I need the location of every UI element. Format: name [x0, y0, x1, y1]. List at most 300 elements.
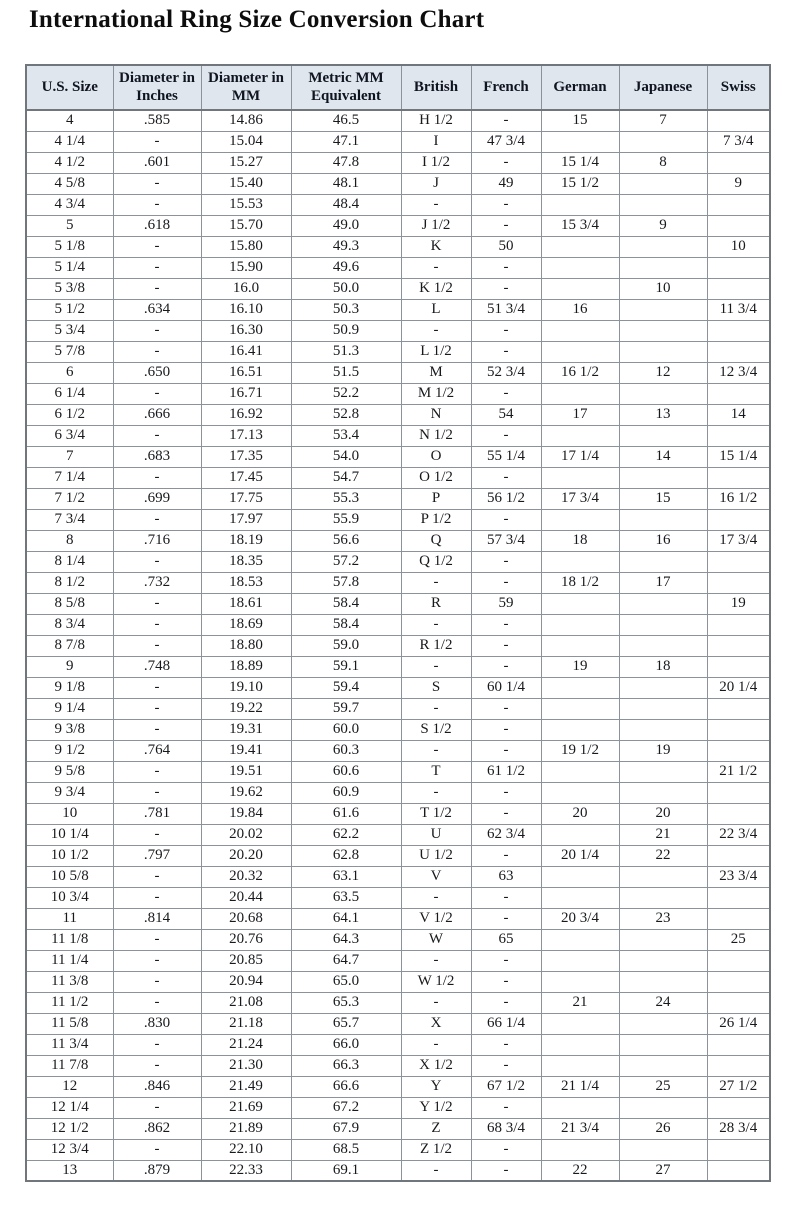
- table-row: [26, 467, 770, 488]
- cell: 20.94: [201, 971, 291, 992]
- cell: 54: [471, 404, 541, 425]
- cell: .764: [113, 740, 201, 761]
- cell: -: [401, 1034, 471, 1055]
- table-row: [26, 110, 770, 131]
- cell: 8: [26, 530, 113, 551]
- cell: 20.32: [201, 866, 291, 887]
- cell: [707, 656, 770, 677]
- cell: 50.0: [291, 278, 401, 299]
- cell: 10: [707, 236, 770, 257]
- cell: 17.13: [201, 425, 291, 446]
- cell: 20 1/4: [707, 677, 770, 698]
- cell: [707, 719, 770, 740]
- cell: .601: [113, 152, 201, 173]
- cell: [707, 572, 770, 593]
- cell: [619, 467, 707, 488]
- cell: 4 1/4: [26, 131, 113, 152]
- cell: 9 1/2: [26, 740, 113, 761]
- cell: 48.1: [291, 173, 401, 194]
- cell: [707, 908, 770, 929]
- cell: 47.8: [291, 152, 401, 173]
- table-row: [26, 908, 770, 929]
- column-header: Diameter in MM: [201, 65, 291, 110]
- cell: 12 1/2: [26, 1118, 113, 1139]
- cell: 17.45: [201, 467, 291, 488]
- table-row: [26, 929, 770, 950]
- cell: [619, 383, 707, 404]
- cell: 64.3: [291, 929, 401, 950]
- cell: K: [401, 236, 471, 257]
- cell: 23 3/4: [707, 866, 770, 887]
- cell: -: [113, 782, 201, 803]
- cell: -: [113, 677, 201, 698]
- cell: 49.0: [291, 215, 401, 236]
- cell: 18.69: [201, 614, 291, 635]
- cell: 60 1/4: [471, 677, 541, 698]
- cell: [541, 1034, 619, 1055]
- cell: 19.51: [201, 761, 291, 782]
- table-row: [26, 446, 770, 467]
- cell: 18.80: [201, 635, 291, 656]
- cell: 21 3/4: [541, 1118, 619, 1139]
- cell: 14: [707, 404, 770, 425]
- cell: [707, 1034, 770, 1055]
- table-row: [26, 341, 770, 362]
- cell: 20: [541, 803, 619, 824]
- cell: 10 1/2: [26, 845, 113, 866]
- cell: -: [471, 1055, 541, 1076]
- cell: -: [113, 509, 201, 530]
- cell: 62.8: [291, 845, 401, 866]
- table-body: [26, 110, 770, 1181]
- cell: [707, 950, 770, 971]
- cell: 21.30: [201, 1055, 291, 1076]
- table-row: [26, 992, 770, 1013]
- table-row: [26, 131, 770, 152]
- cell: 8 1/2: [26, 572, 113, 593]
- cell: -: [471, 1160, 541, 1181]
- cell: 15 1/2: [541, 173, 619, 194]
- cell: 15.27: [201, 152, 291, 173]
- cell: 9 5/8: [26, 761, 113, 782]
- cell: 15.40: [201, 173, 291, 194]
- cell: -: [401, 887, 471, 908]
- cell: I 1/2: [401, 152, 471, 173]
- cell: T 1/2: [401, 803, 471, 824]
- cell: -: [113, 887, 201, 908]
- cell: 19 1/2: [541, 740, 619, 761]
- cell: 6 3/4: [26, 425, 113, 446]
- cell: 21.18: [201, 1013, 291, 1034]
- cell: .862: [113, 1118, 201, 1139]
- cell: U: [401, 824, 471, 845]
- table-row: [26, 299, 770, 320]
- cell: [707, 803, 770, 824]
- cell: 19.22: [201, 698, 291, 719]
- cell: [619, 1139, 707, 1160]
- cell: 59: [471, 593, 541, 614]
- cell: 51.5: [291, 362, 401, 383]
- cell: 25: [619, 1076, 707, 1097]
- table-row: [26, 1160, 770, 1181]
- cell: 68 3/4: [471, 1118, 541, 1139]
- cell: 10: [619, 278, 707, 299]
- cell: Z: [401, 1118, 471, 1139]
- cell: [541, 467, 619, 488]
- cell: -: [471, 782, 541, 803]
- cell: 6: [26, 362, 113, 383]
- cell: [541, 257, 619, 278]
- cell: Y: [401, 1076, 471, 1097]
- cell: -: [471, 341, 541, 362]
- cell: 22.10: [201, 1139, 291, 1160]
- cell: [619, 509, 707, 530]
- cell: 18: [541, 530, 619, 551]
- cell: 11 7/8: [26, 1055, 113, 1076]
- cell: 7 1/2: [26, 488, 113, 509]
- cell: [541, 593, 619, 614]
- cell: 55.9: [291, 509, 401, 530]
- cell: 66 1/4: [471, 1013, 541, 1034]
- cell: .879: [113, 1160, 201, 1181]
- table-row: [26, 656, 770, 677]
- cell: 19: [619, 740, 707, 761]
- cell: [541, 761, 619, 782]
- cell: 21.89: [201, 1118, 291, 1139]
- cell: -: [113, 257, 201, 278]
- cell: .618: [113, 215, 201, 236]
- cell: -: [113, 173, 201, 194]
- cell: -: [113, 194, 201, 215]
- cell: 67.9: [291, 1118, 401, 1139]
- cell: R: [401, 593, 471, 614]
- cell: 4 5/8: [26, 173, 113, 194]
- cell: [541, 1139, 619, 1160]
- cell: -: [471, 719, 541, 740]
- cell: 9: [707, 173, 770, 194]
- cell: H 1/2: [401, 110, 471, 131]
- cell: 50.9: [291, 320, 401, 341]
- cell: [541, 698, 619, 719]
- column-header: British: [401, 65, 471, 110]
- cell: 7: [26, 446, 113, 467]
- table-row: [26, 257, 770, 278]
- cell: [707, 341, 770, 362]
- cell: 63: [471, 866, 541, 887]
- cell: 4: [26, 110, 113, 131]
- cell: -: [471, 215, 541, 236]
- cell: 58.4: [291, 614, 401, 635]
- cell: -: [471, 257, 541, 278]
- cell: -: [471, 320, 541, 341]
- cell: 64.1: [291, 908, 401, 929]
- cell: [707, 467, 770, 488]
- cell: -: [401, 194, 471, 215]
- cell: 9 3/8: [26, 719, 113, 740]
- cell: -: [113, 1097, 201, 1118]
- cell: 11 1/8: [26, 929, 113, 950]
- cell: [541, 887, 619, 908]
- table-row: [26, 614, 770, 635]
- cell: [707, 152, 770, 173]
- table-row: [26, 845, 770, 866]
- cell: [619, 677, 707, 698]
- cell: 59.4: [291, 677, 401, 698]
- cell: 17.75: [201, 488, 291, 509]
- cell: 16.0: [201, 278, 291, 299]
- cell: -: [401, 992, 471, 1013]
- cell: 66.3: [291, 1055, 401, 1076]
- cell: 55 1/4: [471, 446, 541, 467]
- cell: I: [401, 131, 471, 152]
- cell: 47 3/4: [471, 131, 541, 152]
- table-row: [26, 320, 770, 341]
- cell: [619, 299, 707, 320]
- cell: [619, 635, 707, 656]
- cell: [707, 635, 770, 656]
- cell: [541, 677, 619, 698]
- cell: 6 1/4: [26, 383, 113, 404]
- cell: 16.71: [201, 383, 291, 404]
- cell: 21: [619, 824, 707, 845]
- cell: L: [401, 299, 471, 320]
- cell: 53.4: [291, 425, 401, 446]
- cell: -: [471, 656, 541, 677]
- table-row: [26, 194, 770, 215]
- cell: 11 1/2: [26, 992, 113, 1013]
- cell: 17: [619, 572, 707, 593]
- cell: 61 1/2: [471, 761, 541, 782]
- cell: 17 3/4: [707, 530, 770, 551]
- cell: O: [401, 446, 471, 467]
- cell: [541, 866, 619, 887]
- cell: [707, 740, 770, 761]
- cell: 17: [541, 404, 619, 425]
- cell: 20.68: [201, 908, 291, 929]
- cell: -: [401, 698, 471, 719]
- cell: 62 3/4: [471, 824, 541, 845]
- cell: 9: [619, 215, 707, 236]
- table-row: [26, 824, 770, 845]
- page-title: International Ring Size Conversion Chart: [29, 6, 485, 33]
- cell: .666: [113, 404, 201, 425]
- cell: P 1/2: [401, 509, 471, 530]
- cell: 67.2: [291, 1097, 401, 1118]
- cell: -: [471, 803, 541, 824]
- cell: [619, 551, 707, 572]
- cell: 65.3: [291, 992, 401, 1013]
- cell: -: [113, 929, 201, 950]
- cell: -: [113, 635, 201, 656]
- cell: 59.0: [291, 635, 401, 656]
- cell: 58.4: [291, 593, 401, 614]
- cell: 56.6: [291, 530, 401, 551]
- cell: .781: [113, 803, 201, 824]
- cell: 50.3: [291, 299, 401, 320]
- cell: 20.44: [201, 887, 291, 908]
- cell: .830: [113, 1013, 201, 1034]
- table-row: [26, 971, 770, 992]
- cell: [541, 425, 619, 446]
- cell: -: [113, 341, 201, 362]
- cell: 17 3/4: [541, 488, 619, 509]
- cell: 18.53: [201, 572, 291, 593]
- cell: 16: [619, 530, 707, 551]
- cell: 17.97: [201, 509, 291, 530]
- cell: 19.41: [201, 740, 291, 761]
- table-row: [26, 278, 770, 299]
- cell: 19.84: [201, 803, 291, 824]
- cell: 65.0: [291, 971, 401, 992]
- cell: [541, 929, 619, 950]
- table-header-row: [26, 65, 770, 110]
- cell: M: [401, 362, 471, 383]
- cell: S: [401, 677, 471, 698]
- cell: 10 1/4: [26, 824, 113, 845]
- cell: -: [471, 635, 541, 656]
- cell: 21 1/2: [707, 761, 770, 782]
- cell: 23: [619, 908, 707, 929]
- cell: 7: [619, 110, 707, 131]
- cell: U 1/2: [401, 845, 471, 866]
- cell: [707, 257, 770, 278]
- cell: 19.62: [201, 782, 291, 803]
- cell: -: [113, 698, 201, 719]
- cell: 15: [541, 110, 619, 131]
- cell: -: [113, 950, 201, 971]
- table-row: [26, 530, 770, 551]
- table-row: [26, 866, 770, 887]
- cell: -: [401, 614, 471, 635]
- cell: V: [401, 866, 471, 887]
- cell: .699: [113, 488, 201, 509]
- cell: 15.70: [201, 215, 291, 236]
- cell: -: [401, 740, 471, 761]
- cell: -: [471, 1139, 541, 1160]
- cell: [541, 131, 619, 152]
- cell: -: [113, 719, 201, 740]
- table-row: [26, 404, 770, 425]
- cell: 8 3/4: [26, 614, 113, 635]
- cell: -: [113, 1055, 201, 1076]
- cell: [541, 320, 619, 341]
- cell: 26: [619, 1118, 707, 1139]
- cell: [707, 698, 770, 719]
- table-row: [26, 1055, 770, 1076]
- cell: -: [113, 1034, 201, 1055]
- cell: W 1/2: [401, 971, 471, 992]
- cell: 68.5: [291, 1139, 401, 1160]
- cell: -: [471, 614, 541, 635]
- cell: 5 3/4: [26, 320, 113, 341]
- cell: M 1/2: [401, 383, 471, 404]
- cell: 18: [619, 656, 707, 677]
- cell: [541, 383, 619, 404]
- table-row: [26, 152, 770, 173]
- cell: [619, 887, 707, 908]
- ring-size-table: [25, 64, 771, 1182]
- cell: [619, 1097, 707, 1118]
- cell: N 1/2: [401, 425, 471, 446]
- cell: [619, 131, 707, 152]
- cell: 16 1/2: [541, 362, 619, 383]
- cell: [707, 782, 770, 803]
- cell: [541, 509, 619, 530]
- table-row: [26, 1097, 770, 1118]
- cell: -: [471, 194, 541, 215]
- column-header: Japanese: [619, 65, 707, 110]
- cell: R 1/2: [401, 635, 471, 656]
- cell: 26 1/4: [707, 1013, 770, 1034]
- cell: 16: [541, 299, 619, 320]
- table-row: [26, 1034, 770, 1055]
- column-header: Metric MM Equivalent: [291, 65, 401, 110]
- cell: S 1/2: [401, 719, 471, 740]
- cell: [619, 1055, 707, 1076]
- cell: X 1/2: [401, 1055, 471, 1076]
- cell: 49: [471, 173, 541, 194]
- cell: 9 1/4: [26, 698, 113, 719]
- cell: Y 1/2: [401, 1097, 471, 1118]
- cell: [707, 551, 770, 572]
- cell: [541, 719, 619, 740]
- cell: 63.5: [291, 887, 401, 908]
- cell: 51 3/4: [471, 299, 541, 320]
- cell: [541, 1013, 619, 1034]
- cell: 20.02: [201, 824, 291, 845]
- cell: [707, 845, 770, 866]
- cell: -: [113, 467, 201, 488]
- cell: 16.10: [201, 299, 291, 320]
- cell: 7 3/4: [707, 131, 770, 152]
- cell: K 1/2: [401, 278, 471, 299]
- table-row: [26, 551, 770, 572]
- cell: .732: [113, 572, 201, 593]
- cell: [619, 425, 707, 446]
- cell: -: [471, 1034, 541, 1055]
- cell: 21.69: [201, 1097, 291, 1118]
- cell: [619, 194, 707, 215]
- cell: 16.41: [201, 341, 291, 362]
- cell: -: [401, 950, 471, 971]
- cell: 51.3: [291, 341, 401, 362]
- cell: -: [471, 698, 541, 719]
- cell: .683: [113, 446, 201, 467]
- cell: -: [471, 425, 541, 446]
- column-header: French: [471, 65, 541, 110]
- cell: -: [471, 992, 541, 1013]
- cell: [541, 341, 619, 362]
- cell: [707, 425, 770, 446]
- cell: 63.1: [291, 866, 401, 887]
- cell: [707, 509, 770, 530]
- cell: 65.7: [291, 1013, 401, 1034]
- cell: .634: [113, 299, 201, 320]
- cell: [619, 698, 707, 719]
- cell: 5 7/8: [26, 341, 113, 362]
- cell: 15: [619, 488, 707, 509]
- cell: -: [113, 593, 201, 614]
- cell: [619, 593, 707, 614]
- cell: 11 3/4: [26, 1034, 113, 1055]
- cell: 11 1/4: [26, 950, 113, 971]
- cell: .846: [113, 1076, 201, 1097]
- cell: 22.33: [201, 1160, 291, 1181]
- cell: 12 3/4: [707, 362, 770, 383]
- cell: -: [471, 950, 541, 971]
- cell: -: [113, 131, 201, 152]
- cell: -: [471, 572, 541, 593]
